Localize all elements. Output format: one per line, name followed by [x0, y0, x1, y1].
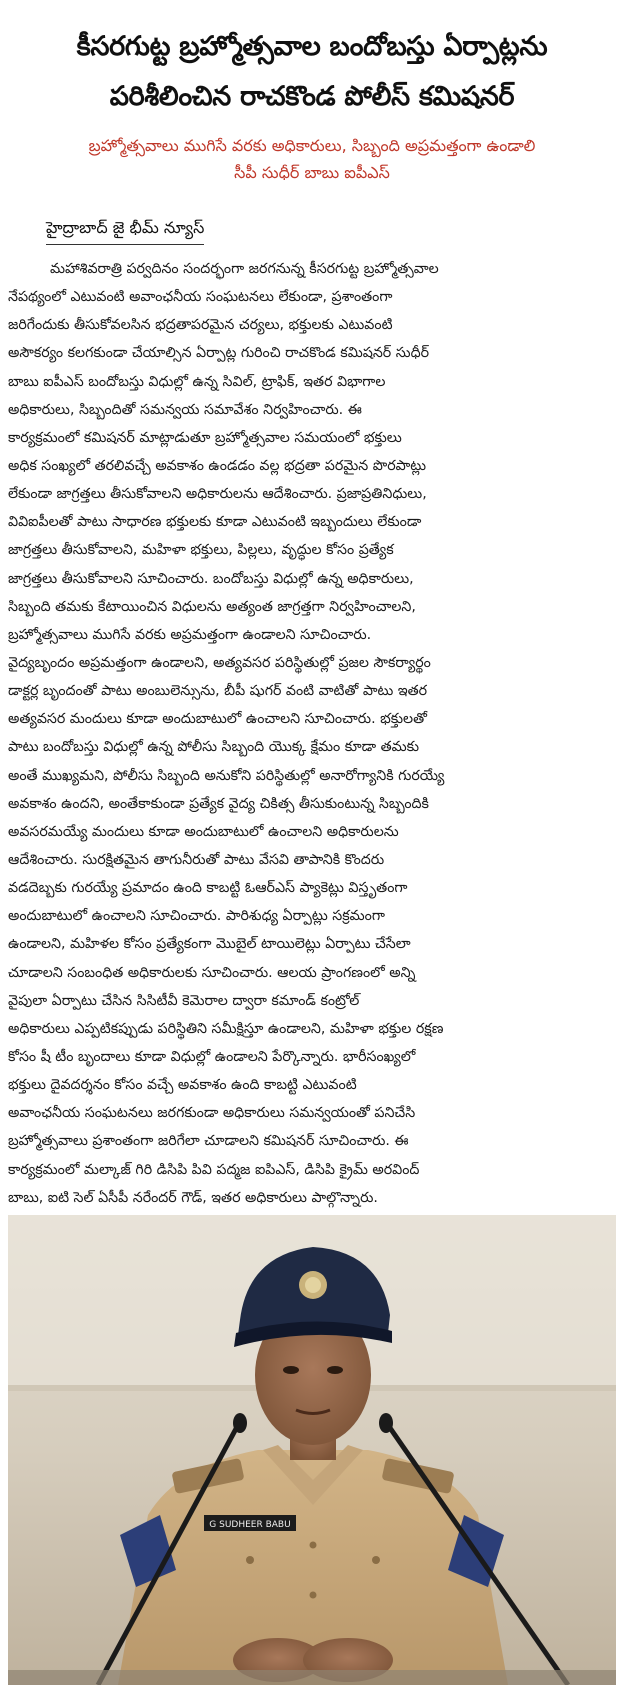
- article-body-line: బ్రహ్మోత్సవాలు ముగిసే వరకు అప్రమత్తంగా ఉండాలని సూచించారు.: [8, 626, 372, 643]
- article-body-line: లేకుండా జాగ్రత్తలు తీసుకోవాలని అధికారులను ఆదేశించారు. ప్రజాప్రతినిధులు,: [8, 486, 427, 503]
- article-subheadline: [12, 132, 612, 186]
- article-body-line: జాగ్రత్తలు తీసుకోవాలని సూచించారు. బందోబస్తు విధుల్లో ఉన్న అధికారులు,: [8, 570, 414, 587]
- article-body-line: మహాశివరాత్రి పర్వదినం సందర్భంగా జరగనున్న కీసరగుట్ట బ్రహ్మోత్సవాల: [50, 261, 439, 277]
- article-body-line: అత్యవసర మందులు కూడా అందుబాటులో ఉంచాలని సూచించారు. భక్తులతో: [8, 711, 427, 728]
- article-body-line: నేపథ్యంలో ఎటువంటి అవాంఛనీయ సంఘటనలు లేకుండా, ప్రశాంతంగా: [8, 289, 393, 306]
- article-body: [8, 255, 616, 1212]
- dateline: హైద్రాబాద్ జై భీమ్ న్యూస్: [46, 218, 204, 245]
- article-body-line: వైపులా ఏర్పాటు చేసిన సిసిటీవీ కెమెరాల ద్వారా కమాండ్ కంట్రోల్: [8, 992, 360, 1009]
- article-body-line: అధిక సంఖ్యలో తరలివచ్చే అవకాశం ఉండడం వల్ల భద్రతా పరమైన పొరపాట్లు: [8, 457, 427, 474]
- article-body-line: వైద్యబృందం అప్రమత్తంగా ఉండాలని, అత్యవసర పరిస్థితుల్లో ప్రజల సౌకర్యార్థం: [8, 654, 431, 671]
- article-body-line: బాబు, ఐటి సెల్ ఏసీపీ నరేందర్ గౌడ్, ఇతర అధికారులు పాల్గొన్నారు.: [8, 1189, 378, 1206]
- article-body-line: కోసం షీ టీం బృందాలు కూడా విధుల్లో ఉండాలని పేర్కొన్నారు. భారీసంఖ్యలో: [8, 1048, 416, 1065]
- article-body-line: బ్రహ్మోత్సవాలు ప్రశాంతంగా జరిగేలా చూడాలని కమిషనర్ సూచించారు. ఈ: [8, 1133, 409, 1150]
- headline-line-2: పరిశీలించిన రాచకొండ పోలీస్ కమిషనర్: [109, 81, 515, 112]
- article-headline: [12, 22, 612, 122]
- article-body-line: సిబ్బంది తమకు కేటాయించిన విధులను అత్యంత జాగ్రత్తగా నిర్వహించాలని,: [8, 598, 416, 615]
- article-body-line: ఉండాలని, మహిళల కోసం ప్రత్యేకంగా మొబైల్ టాయిలెట్లు ఏర్పాటు చేసేలా: [8, 936, 411, 953]
- police-commissioner-photo: [8, 1215, 616, 1685]
- article-body-line: కార్యక్రమంలో కమిషనర్ మాట్లాడుతూ బ్రహ్మోత్సవాల సమయంలో భక్తులు: [8, 429, 402, 446]
- article-body-line: అసౌకర్యం కలగకుండా చేయాల్సిన ఏర్పాట్ల గురించి రాచకొండ కమిషనర్ సుధీర్: [8, 345, 430, 362]
- article-body-line: అధికారులు ఎప్పటికప్పుడు పరిస్థితిని సమీక్షిస్తూ ఉండాలని, మహిళా భక్తుల రక్షణ: [8, 1020, 444, 1037]
- article-body-line: భక్తులు దైవదర్శనం కోసం వచ్చే అవకాశం ఉంది కాబట్టి ఎటువంటి: [8, 1077, 357, 1094]
- subheadline-line-2: సీపీ సుధీర్ బాబు ఐపీఎస్: [234, 163, 390, 182]
- article-body-line: జరిగేందుకు తీసుకోవలసిన భద్రతాపరమైన చర్యలు, భక్తులకు ఎటువంటి: [8, 317, 393, 334]
- name-tag-text: G SUDHEER BABU: [209, 1520, 291, 1530]
- article-body-line: పాటు బందోబస్తు విధుల్లో ఉన్న పోలీసు సిబ్బంది యొక్క క్షేమం కూడా తమకు: [8, 739, 419, 756]
- article-body-line: అవసరమయ్యే మందులు కూడా అందుబాటులో ఉంచాలని అధికారులను: [8, 823, 399, 840]
- article-body-line: అందుబాటులో ఉంచాలని సూచించారు. పారిశుధ్య ఏర్పాట్లు సక్రమంగా: [8, 908, 385, 925]
- article-body-line: వివిఐపీలతో పాటు సాధారణ భక్తులకు కూడా ఎటువంటి ఇబ్బందులు లేకుండా: [8, 514, 422, 531]
- article-body-line: అవాంఛనీయ సంఘటనలు జరగకుండా అధికారులు సమన్వయంతో పనిచేసి: [8, 1105, 416, 1122]
- headline-line-1: కీసరగుట్ట బ్రహ్మోత్సవాల బందోబస్తు ఏర్పాట్లను: [76, 31, 548, 62]
- article-body-line: ఆదేశించారు. సురక్షితమైన తాగునీరుతో పాటు వేసవి తాపానికి కొందరు: [8, 851, 385, 868]
- article-body-line: డాక్టర్ల బృందంతో పాటు అంబులెన్సును, బీపీ షుగర్ వంటి వాటితో పాటు ఇతర: [8, 683, 428, 700]
- article-body-line: జాగ్రత్తలు తీసుకోవాలని, మహిళా భక్తులు, పిల్లలు, వృద్ధుల కోసం ప్రత్యేక: [8, 542, 394, 559]
- article-body-line: చూడాలని సంబంధిత అధికారులకు సూచించారు. ఆలయ ప్రాంగణంలో అన్ని: [8, 964, 416, 981]
- article-body-line: వడదెబ్బకు గురయ్యే ప్రమాదం ఉంది కాబట్టి ఓఆర్ఎస్ ప్యాకెట్లు విస్తృతంగా: [8, 880, 408, 897]
- article-body-line: అధికారులు, సిబ్బందితో సమన్వయ సమావేశం నిర్వహించారు. ఈ: [8, 401, 362, 418]
- subheadline-line-1: బ్రహ్మోత్సవాలు ముగిసే వరకు అధికారులు, సిబ్బంది అప్రమత్తంగా ఉండాలి: [88, 136, 536, 155]
- article-body-line: అవకాశం ఉందని, అంతేకాకుండా ప్రత్యేక వైద్య చికిత్స తీసుకుంటున్న సిబ్బందికి: [8, 795, 429, 812]
- article-photo: [8, 1215, 616, 1685]
- article-body-line: అంతే ముఖ్యమని, పోలీసు సిబ్బంది అనుకోని పరిస్థితుల్లో అనారోగ్యానికి గురయ్యే: [8, 767, 445, 784]
- article-body-line: కార్యక్రమంలో మల్కాజ్ గిరి డిసిపి పివి పద్మజ ఐపిఎస్, డిసిపి క్రైమ్ అరవింద్: [8, 1161, 420, 1178]
- article-body-line: బాబు ఐపీఎస్ బందోబస్తు విధుల్లో ఉన్న సివిల్, ట్రాఫిక్, ఇతర విభాగాల: [8, 373, 386, 390]
